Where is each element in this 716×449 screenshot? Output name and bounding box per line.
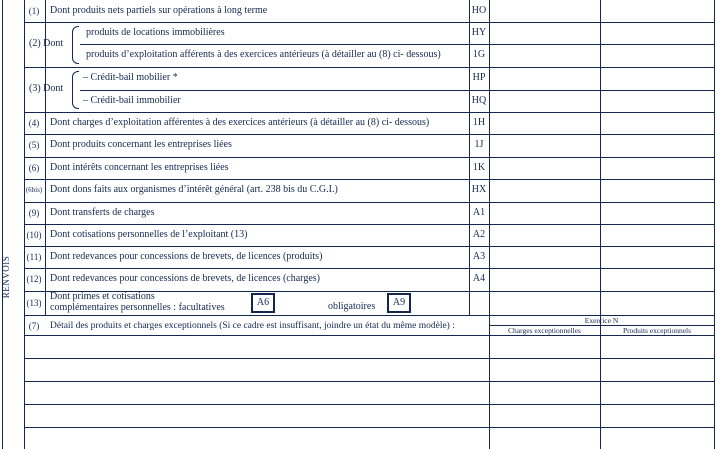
brace	[72, 26, 79, 64]
row-code: HQ	[471, 95, 487, 106]
row-line	[24, 381, 714, 382]
row-code: 1H	[472, 117, 486, 128]
row-number: (10)	[26, 230, 42, 240]
row-code: 1J	[474, 139, 484, 150]
right-border	[714, 0, 715, 449]
row-number: (13)	[26, 298, 42, 308]
row-line	[489, 335, 714, 336]
row-label: Dont transferts de charges	[50, 207, 155, 218]
row-line	[80, 90, 714, 91]
row-label: Dont dons faits aux organismes d’intérêt général (art. 238 bis du C.G.I.)	[50, 184, 338, 195]
row-code: A4	[472, 273, 486, 284]
row-line	[24, 179, 714, 180]
row-code: A1	[472, 207, 486, 218]
row-label: Détail des produits et charges exceptionnels (Si ce cadre est insuffisant, joindre un état du même modèle) :	[50, 321, 455, 331]
row-line	[24, 335, 489, 336]
exercice-header: Exercice N	[584, 316, 619, 325]
row-number: (7)	[28, 321, 40, 331]
row-line	[24, 246, 714, 247]
row-label: – Crédit-bail immobilier	[83, 95, 181, 106]
row-label: produits de locations immobilières	[86, 27, 225, 38]
row-label-obligatoires: obligatoires	[328, 301, 376, 312]
group-number: (2) Dont	[29, 38, 64, 49]
row-line	[24, 134, 714, 135]
row-line	[24, 358, 714, 359]
group-number: (3) Dont	[29, 83, 64, 94]
row-line	[24, 157, 714, 158]
row-line	[24, 202, 714, 203]
row-label-line1: Dont primes et cotisations	[50, 291, 155, 302]
row-number: (1)	[28, 6, 40, 16]
row-label: Dont produits concernant les entreprises liées	[50, 139, 232, 150]
row-number: (6bis)	[25, 186, 43, 194]
row-code: HO	[471, 5, 487, 16]
code-box-obligatoires: A9	[387, 293, 411, 313]
row-label: Dont intérêts concernant les entreprises liées	[50, 162, 229, 173]
row-code: HX	[471, 184, 487, 195]
row-number: (12)	[26, 274, 42, 284]
row-code: 1G	[472, 49, 486, 60]
row-line	[24, 404, 714, 405]
brace	[72, 71, 79, 109]
row-code: HP	[472, 72, 486, 83]
row-line	[24, 22, 714, 23]
row-number: (5)	[28, 140, 40, 150]
row-label: Dont redevances pour concessions de brevets, de licences (produits)	[50, 251, 323, 262]
row-number: (9)	[28, 208, 40, 218]
renvois-label: RENVOIS	[1, 255, 11, 299]
row-code: A3	[472, 251, 486, 262]
row-line	[24, 67, 714, 68]
row-number: (6)	[28, 163, 40, 173]
row-label: Dont cotisations personnelles de l’exploitant (13)	[50, 229, 248, 240]
row-label-line2: complémentaires personnelles : facultatives	[50, 302, 225, 313]
row-label: Dont produits nets partiels sur opérations à long terme	[50, 5, 268, 16]
produits-header: Produits exceptionnels	[622, 326, 692, 335]
row-code: 1K	[472, 162, 486, 173]
left-border	[2, 0, 3, 449]
row-number: (4)	[28, 118, 40, 128]
row-code: HY	[471, 27, 487, 38]
row-label: – Crédit-bail mobilier *	[83, 72, 178, 83]
row-label: produits d’exploitation afférents à des exercices antérieurs (à détailler au (8) ci- dessous)	[86, 49, 441, 60]
row-line	[24, 427, 714, 428]
row-number: (11)	[26, 252, 42, 262]
row-label: Dont charges d’exploitation afférentes à des exercices antérieurs (à détailler au (8) ci- dessous)	[50, 117, 430, 128]
row-label: Dont redevances pour concessions de brevets, de licences (charges)	[50, 273, 320, 284]
row-code: A2	[472, 229, 486, 240]
row-line	[80, 44, 714, 45]
row-line	[24, 112, 714, 113]
row-line	[24, 268, 714, 269]
row-line	[24, 224, 714, 225]
charges-header: Charges exceptionnelles	[508, 326, 581, 335]
code-box-facultatives: A6	[251, 293, 275, 313]
